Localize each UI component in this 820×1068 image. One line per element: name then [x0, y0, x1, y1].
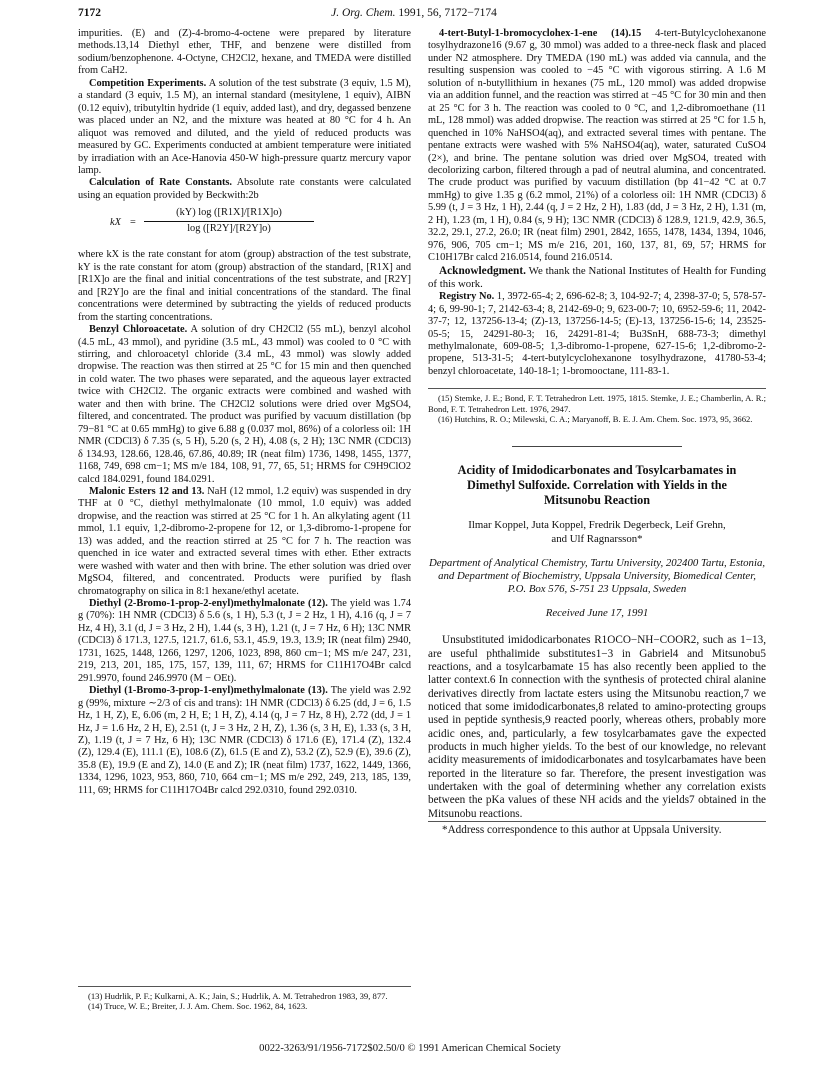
competition-paragraph — [78, 78, 411, 178]
competition-heading: Competition Experiments. — [89, 77, 207, 89]
equation-numerator: (kY) log ([R1X]/[R1X]o) — [144, 207, 314, 221]
footnote-14: (14) Truce, W. E.; Breiter, J. J. Am. Chem. Soc. 1962, 84, 1623. — [88, 1001, 308, 1012]
where-paragraph: where kX is the rate constant for atom (group) abstraction of the test substrate, kY is the rate constant for atom (group) abstraction of the standard, [R1X] and [R1X]o are the final and initial concentrations of the test substrate, and [R2Y] and [R2Y]o are the final and initial concentrations of the standard. The final concentrations were determined by subtracting the yields of reduced products from the starting concentrations. — [78, 249, 411, 323]
right-footnotes — [428, 388, 766, 423]
registry-heading: Registry No. — [439, 291, 495, 303]
diethyl13-heading: Diethyl (1-Bromo-3-prop-1-enyl)methylmalonate (13). — [89, 685, 328, 697]
diethyl12-paragraph — [78, 598, 411, 685]
article-affiliation: Department of Analytical Chemistry, Tartu University, 202400 Tartu, Estonia, and Department of Biochemistry, Uppsala University, Biomedical Center, P.O. Box 576, S-751 23 Uppsala, Sweden — [428, 556, 766, 596]
received-date: Received June 17, 1991 — [545, 607, 649, 620]
page-number: 7172 — [78, 7, 101, 19]
rate-paragraph — [78, 177, 411, 202]
benzyl-heading: Benzyl Chloroacetate. — [89, 324, 188, 336]
running-header — [78, 7, 750, 23]
malonic-heading: Malonic Esters 12 and 13. — [89, 485, 205, 497]
rate-text: Absolute rate constants were calculated using an equation provided by Beckwith:2b — [78, 177, 412, 201]
right-column — [428, 28, 766, 837]
footnote-16: (16) Hutchins, R. O.; Milewski, C. A.; Maryanoff, B. E. J. Am. Chem. Soc. 1973, 95, 3662. — [438, 413, 753, 424]
left-footnotes — [78, 986, 411, 1011]
rate-heading: Calculation of Rate Constants. — [89, 177, 233, 189]
authors-line-1: Ilmar Koppel, Juta Koppel, Fredrik Degerbeck, Leif Grehn, — [468, 519, 726, 532]
diethyl12-heading: Diethyl (2-Bromo-1-prop-2-enyl)methylmalonate (12). — [89, 598, 328, 610]
competition-text: A solution of the test substrate (3 equiv, 1.5 M), a standard (3 equiv, 1.5 M), an internal standard (mesitylene, 1 equiv), AIBN (0.12 equiv), tributyltin hydride (1 equiv, added last), and dry, degassed benzene was placed under an N2, and the mixture was heated at 80 °C for 4 h. An aliquot was removed and diluted, and the yield of reduced products was measured by GC. Experiments conducted at ambient temperature were initiated by irradiation with an Ace-Hanovia 450-W high-pressure quartz mercury vapor lamp. — [78, 77, 411, 176]
article-authors — [428, 519, 766, 545]
registry-text: 1, 3972-65-4; 2, 696-62-8; 3, 104-92-7; 4, 2398-37-0; 5, 578-57-4; 6, 99-90-1; 7, 2142-63-4; 8, 2142-69-0; 9, 623-00-7; 10, 6952-59-6; 11, 2042-37-7; 12, 137256-13-4; (Z)-13, 137256-14-5; (E)-13, 137256-15-6; 14, 23525-05-5; 15, 24291-80-3; 16, 24291-81-4; Bu3SnH, 688-73-3; dimethyl methylmalonate, 609-08-5; 1,3-dibromo-1-propene, 627-15-6; 1,2-dibromo-2-propene, 513-31-5; 4-tert-butylcyclohexanone tosylhydrazone, 41780-53-4; benzyl chloroacetate, 140-18-1; 1-bromooctane, 111-83-1. — [428, 291, 766, 377]
correspondence-note: *Address correspondence to this author at Uppsala University. — [428, 821, 766, 837]
article-title: Acidity of Imidodicarbonates and Tosylcarbamates in Dimethyl Sulfoxide. Correlation with Yields in the Mitsunobu Reaction — [457, 462, 737, 507]
malonic-text: NaH (12 mmol, 1.2 equiv) was suspended in dry THF at 0 °C, diethyl methylmalonate (10 mmol, 1.0 equiv) was added dropwise, and the reaction was stirred at 25 °C for 1 h. An alkylating agent (11 mmol, 1.1 equiv, 1,2-dibromo-2-propene for 12, or 1,3-dibromo-1-propene for 13) was added, and the reaction stirred at 25 °C for 7 h. The reaction was quenched in ice water and extracted several times with ether. Ether extracts were washed with water and then with brine. The ether solution was dried over MgSO4, filtered, and concentrated. Products were purified by flash chromatography on silica in 8:1 hexane/ethyl acetate. — [78, 485, 411, 597]
diethyl13-paragraph — [78, 685, 411, 797]
article-body — [428, 634, 766, 837]
footnote-15: (15) Stemke, J. E.; Bond, F. T. Tetrahedron Lett. 1975, 1815. Stemke, J. E.; Chamberlin, A. R.; Bond, F. T. Tetrahedron Lett. 1976, 2947. — [428, 393, 766, 414]
diethyl12-text: The yield was 1.74 g (70%): 1H NMR (CDCl3) δ 5.6 (s, 1 H), 5.3 (t, J = 2 Hz, 1 H), 4.16 (q, J = 7 Hz, 4 H), 3.1 (d, J = 3 Hz, 2 H), 1.44 (s, 3 H), 1.21 (t, J = 7 Hz, 6 H); 13C NMR (CDCl3) δ 171.3, 127.5, 121.7, 61.6, 53.1, 45.9, 19.3, 13.9; IR (neat film) 2940, 1731, 1625, 1448, 1266, 1297, 1206, 1023, 898, 860 cm−1; MS m/e 247, 231, 219, 213, 201, 185, 175, 157, 139, 111, 67; HRMS for C11H17O4Br calcd 291.9970, found 246.9970 (M − OEt). — [78, 598, 411, 684]
rate-equation — [78, 207, 411, 243]
bromo-text: 4-tert-Butylcyclohexanone tosylhydrazone16 (9.67 g, 30 mmol) was added to a three-neck flask and placed under N2 atmosphere. Dry TMEDA (190 mL) was added via cannula, and the resulting suspension was cooled to −45 °C with vigorous stirring. A 1.6 M solution of n-butyllithium in hexanes (75 mL, 120 mmol) was added dropwise via an addition funnel, and the reaction was stirred at −45 °C for 30 min and then at 25 °C for 3 h. The reaction was cooled to 0 °C, and 1,2-dibromoethane (11 mL, 128 mmol) was added dropwise. The reaction was stirred at 25 °C for 1.5 h, quenched in 10% NaHSO4(aq), and extracted several times with pentane. The pentane extracts were washed with 5% NaHSO4(aq), water, saturated CuSO4 (2×), and brine. The pentane solution was dried over MgSO4, treated with decolorizing carbon, filtered through a pad of neutral alumina, and concentrated. The crude product was purified by vacuum distillation (bp 41−42 °C at 0.7 mmHg) to give 1.35 g (6.2 mmol, 21%) of a colorless oil: 1H NMR (CDCl3) δ 5.99 (t, J = 3 Hz, 1 H), 2.44 (q, J = 2 Hz, 2 H), 1.83 (dd, J = 3 Hz, 2 H), 1.31 (m, 2 H), 1.23 (m, 1 H), 0.84 (s, 9 H); 13C NMR (CDCl3) δ 128.9, 121.9, 42.9, 36.5, 32.2, 29.1, 27.2, 26.0; IR (neat film) 2901, 2842, 1655, 1478, 1434, 1394, 1046, 976, 906, 705 cm−1; MS m/e 216, 201, 160, 137, 81, 69, 57; HRMS for C10H17Br calcd 216.0514, found 216.0514. — [428, 28, 766, 264]
equation-lhs: kX — [110, 217, 121, 229]
journal-citation — [78, 7, 750, 19]
authors-line-2: and Ulf Ragnarsson* — [551, 532, 643, 545]
left-column — [78, 28, 411, 797]
equation-denominator: log ([R2Y]/[R2Y]o) — [187, 222, 271, 234]
article-divider — [512, 446, 682, 447]
benzyl-text: A solution of dry CH2Cl2 (55 mL), benzyl alcohol (4.5 mL, 43 mmol), and pyridine (3.5 mL, 43 mmol) was cooled to 0 °C with stirring, and chloroacetyl chloride (3.4 mL, 43 mmol) was slowly added dropwise. The reaction was then stirred at 25 °C for 15 min and then quenched in cold water. The two phases were separated, and the aqueous layer extracted twice with CH2Cl2. The organic extracts were combined and washed with water and then with brine. The CH2Cl2 solutions were dried over MgSO4, filtered, and concentrated. The product was purified by vacuum distillation (bp 79−81 °C at 0.65 mmHg) to give 6.88 g (0.037 mol, 86%) of a colorless oil: 1H NMR (CDCl3) δ 7.35 (s, 5 H), 5.20 (s, 2 H), 4.08 (s, 2 H); 13C NMR (CDCl3) δ 134.93, 128.66, 128.46, 67.86, 40.89; IR (neat film) 1736, 1498, 1455, 1377, 1168, 749, 698 cm−1; MS m/e 184, 108, 91, 77, 65, 51; HRMS for C9H9ClO2 calcd 184.0291, found 184.0291. — [78, 324, 412, 485]
bromo-heading: 4-tert-Butyl-1-bromocyclohex-1-ene (14).15 — [439, 28, 642, 39]
equation-equals: = — [130, 217, 136, 229]
footnote-13: (13) Hudrlik, P. F.; Kulkarni, A. K.; Jain, S.; Hudrlik, A. M. Tetrahedron 1983, 39, 877. — [88, 991, 388, 1001]
malonic-paragraph — [78, 486, 411, 598]
equation-fraction — [144, 207, 314, 235]
journal-name: J. Org. Chem. — [331, 7, 396, 19]
acknowledgment-heading: Acknowledgment. — [439, 264, 526, 277]
diethyl13-text: The yield was 2.92 g (99%, mixture ∼2/3 of cis and trans): 1H NMR (CDCl3) δ 6.25 (dd, J = 6, 1.5 Hz, 1 H, Z), E, 6.06 (m, 2 H, E; 1 H, Z), 4.14 (q, J = 7 Hz, 8 H), 2.72 (dd, J = 1 Hz, J = 1.6 Hz, 2 H, E), 2.51 (t, J = 3 Hz, 2 H, Z), 1.36 (s, 3 H, E), 1.33 (s, 3 H, Z), 1.19 (t, J = 7 Hz, 6 H); 13C NMR (CDCl3) δ 171.6 (E), 171.4 (Z), 132.4 (Z), 129.4 (E), 111.1 (E), 108.6 (Z), 61.5 (E and Z), 53.2 (Z), 52.9 (E), 39.6 (Z), 35.8 (E), 19.9 (E and Z), 14.0 (E and Z); IR (neat film) 1737, 1622, 1449, 1366, 1334, 1296, 1023, 953, 860, 710, 664 cm−1; MS m/e 292, 249, 213, 185, 139, 111, 69; HRMS for C11H17O4Br calcd 292.0310, found 292.0310. — [78, 685, 411, 796]
journal-volume: 1991, 56, 7172−7174 — [398, 7, 497, 19]
intro-paragraph: impurities. (E) and (Z)-4-bromo-4-octene were prepared by literature methods.13,14 Diethyl ether, THF, and benzene were distilled from sodium/benzophenone. 4-Octyne, CH2Cl2, hexane, and TMEDA were distilled from CaH2. — [78, 28, 411, 77]
registry-paragraph — [428, 291, 766, 378]
article-intro-paragraph: Unsubstituted imidodicarbonates R1OCO−NH−COOR2, such as 1−13, are useful phthalimide substitutes1−3 in Gabriel4 and Mitsunobu5 reactions, and a tosylcarbamate 15 has also recently been applied to the latter context.6 In connection with the synthesis of protected chiral alanine derivatives directly from lactate esters using the Mitsunobu reaction,7 we noticed that some imidodicarbonates,8 related to amino-protecting groups used in peptide synthesis,9 reacted poorly, whereas others, probably more acidic ones, and, particularly, a few tosylcarbamates gave the expected products in much higher yields. To the best of our knowledge, no relevant acidity measurements of imidodicarbonates and tosylcarbamates have been reported in the literature so far. Therefore, the present investigation was undertaken with the goal of determining whether any correlation exists between the pKa values of these NH acids and the yields7 obtained in the Mitsunobu reactions. — [428, 634, 766, 820]
page-footer: 0022-3263/91/1956-7172$02.50/0 © 1991 American Chemical Society — [259, 1043, 561, 1054]
benzyl-paragraph — [78, 324, 411, 486]
acknowledgment-paragraph — [428, 265, 766, 292]
bromo-paragraph — [428, 28, 766, 265]
acknowledgment-text: We thank the National Institutes of Health for Funding of this work. — [428, 264, 766, 291]
